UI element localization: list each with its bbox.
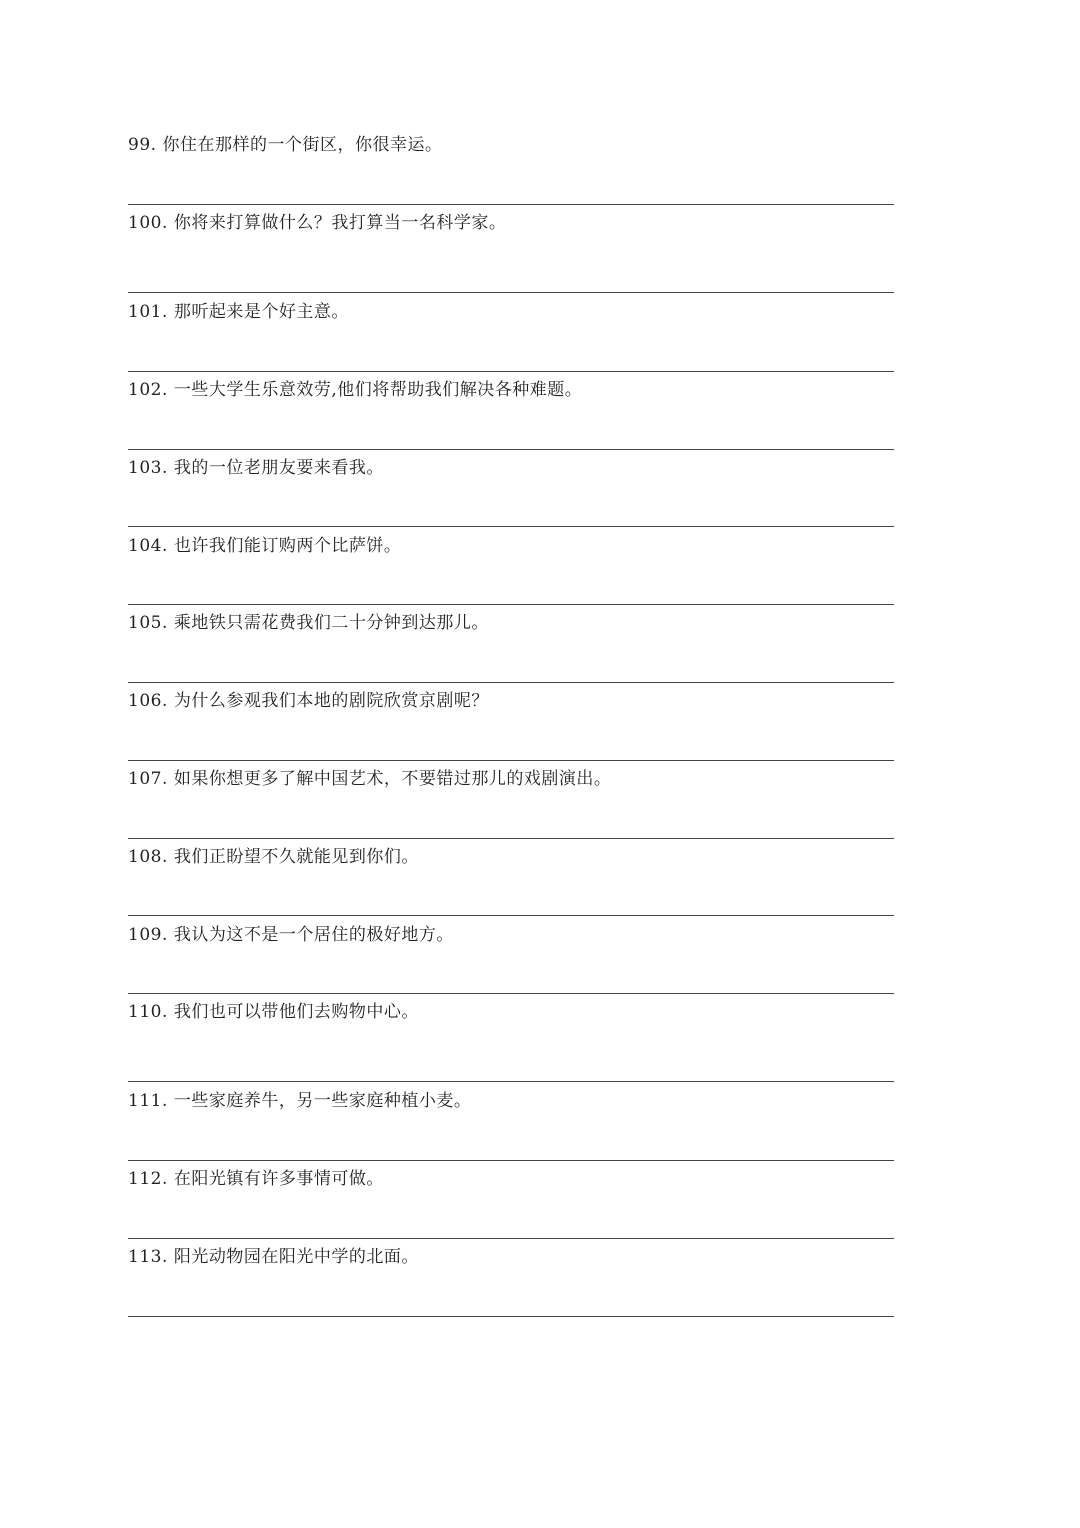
question-number: 111. [128,1091,168,1111]
question-number: 112. [128,1169,168,1189]
answer-line[interactable] [128,1316,894,1317]
answer-line[interactable] [128,604,894,605]
answer-line[interactable] [128,838,894,839]
question-sentence: 我们也可以带他们去购物中心。 [173,1002,419,1022]
question-number: 103. [128,458,168,478]
answer-line[interactable] [128,682,894,683]
answer-line[interactable] [128,204,894,205]
question-sentence: 我们正盼望不久就能见到你们。 [173,847,419,867]
question-number: 109. [128,925,168,945]
question-prompt [128,768,611,790]
question-sentence: 一些大学生乐意效劳,他们将帮助我们解决各种难题。 [173,380,583,400]
question-prompt [128,1246,419,1268]
question-number: 106. [128,691,168,711]
question-sentence: 我的一位老朋友要来看我。 [173,458,384,478]
question-prompt [128,535,401,557]
question-sentence: 一些家庭养牛，另一些家庭种植小麦。 [173,1091,472,1111]
answer-line[interactable] [128,1160,894,1161]
question-number: 104. [128,536,168,556]
question-number: 105. [128,613,168,633]
answer-line[interactable] [128,993,894,994]
question-number: 100. [128,213,168,233]
question-prompt [128,846,419,868]
question-prompt [128,924,454,946]
question-sentence: 如果你想更多了解中国艺术，不要错过那儿的戏剧演出。 [173,769,612,789]
question-sentence: 在阳光镇有许多事情可做。 [173,1169,384,1189]
question-prompt [128,212,506,234]
question-prompt [128,1168,384,1190]
question-number: 113. [128,1247,168,1267]
answer-line[interactable] [128,526,894,527]
question-prompt [128,379,582,401]
answer-line[interactable] [128,371,894,372]
question-sentence: 你住在那样的一个街区，你很幸运。 [162,135,443,155]
question-prompt [128,1090,471,1112]
answer-line[interactable] [128,292,894,293]
question-sentence: 你将来打算做什么？我打算当一名科学家。 [173,213,507,233]
question-sentence: 阳光动物园在阳光中学的北面。 [173,1247,419,1267]
question-number: 107. [128,769,168,789]
question-sentence: 也许我们能订购两个比萨饼。 [173,536,402,556]
question-number: 101. [128,302,168,322]
answer-line[interactable] [128,1238,894,1239]
answer-line[interactable] [128,915,894,916]
question-sentence: 乘地铁只需花费我们二十分钟到达那儿。 [173,613,489,633]
answer-line[interactable] [128,1081,894,1082]
question-sentence: 为什么参观我们本地的剧院欣赏京剧呢？ [173,691,489,711]
question-sentence: 那听起来是个好主意。 [173,302,349,322]
answer-line[interactable] [128,449,894,450]
answer-line[interactable] [128,760,894,761]
question-prompt [128,457,384,479]
question-prompt [128,690,489,712]
question-prompt [128,1001,419,1023]
question-prompt [128,612,489,634]
question-sentence: 我认为这不是一个居住的极好地方。 [173,925,454,945]
question-prompt [128,301,349,323]
question-prompt [128,134,443,156]
question-number: 102. [128,380,168,400]
question-number: 99. [128,135,157,155]
question-number: 110. [128,1002,168,1022]
question-number: 108. [128,847,168,867]
